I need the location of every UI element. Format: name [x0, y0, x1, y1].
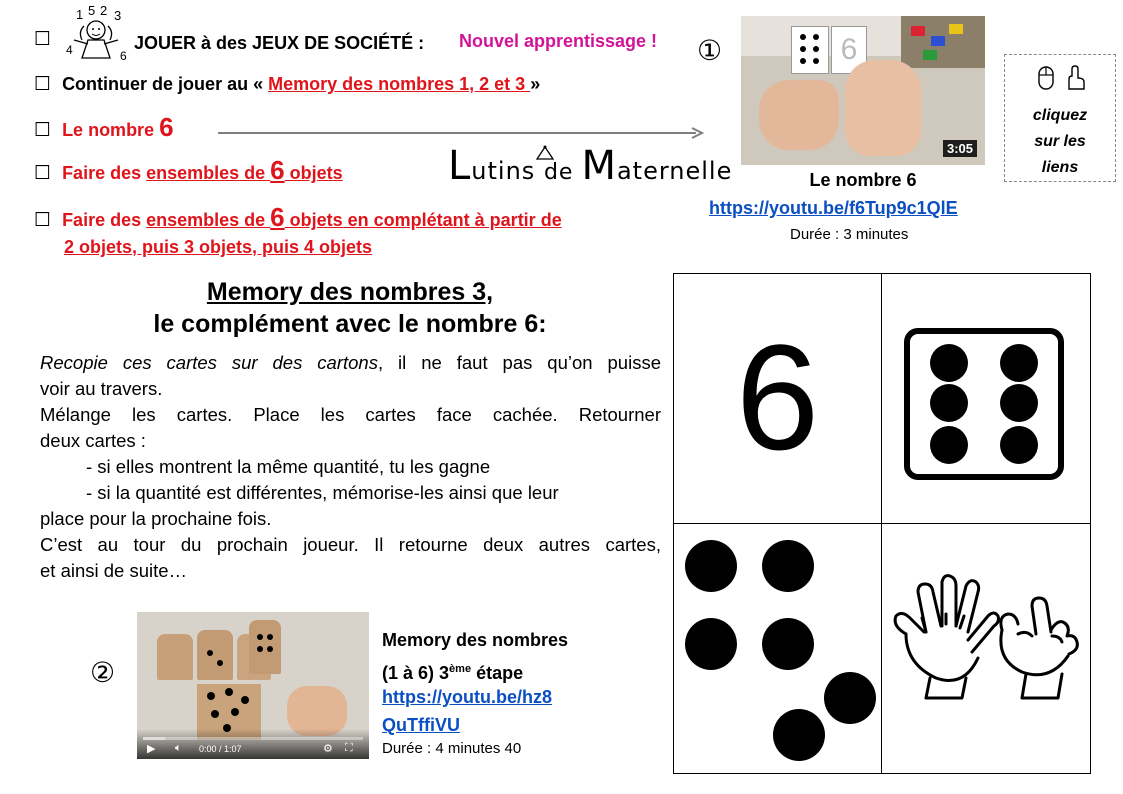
svg-text:2: 2 — [100, 4, 108, 18]
video-2-time: 0:00 / 1:07 — [199, 744, 242, 754]
memory-title-line1: Memory des nombres 3, — [206, 278, 494, 306]
task-5-post: objets en complétant à partir de — [284, 210, 562, 230]
video-2-title-line2: (1 à 6) 3ème étape — [382, 663, 524, 683]
task-1-label: JOUER à des JEUX DE SOCIÉTÉ : — [134, 33, 425, 53]
task-5-underlined: ensembles de — [146, 210, 271, 230]
new-learning-note: Nouvel apprentissage ! — [459, 31, 658, 51]
task-5-number: 6 — [270, 202, 285, 232]
instr-p2-line2: deux cartes : — [40, 430, 146, 451]
checkbox-icon[interactable]: ☐ — [34, 73, 52, 95]
checkbox-icon[interactable]: ☐ — [34, 209, 52, 231]
task-4-underlined: ensembles de — [146, 163, 271, 183]
instr-bullet-2-line2: place pour la prochaine fois. — [40, 508, 272, 529]
video-2-progress[interactable] — [143, 737, 363, 740]
task-row-4 — [34, 155, 343, 186]
memory-title — [40, 276, 660, 340]
volume-icon[interactable]: 🔈︎ — [175, 742, 182, 754]
task-row-1 — [34, 28, 51, 50]
mouse-icon — [1035, 65, 1089, 91]
dot — [685, 618, 737, 670]
video-2-duration: Durée : 4 minutes 40 — [382, 740, 522, 757]
card-digit-six: 6 — [735, 313, 820, 481]
thumb-card-a — [157, 634, 193, 680]
memory-123-link[interactable]: Memory des nombres 1, 2 et 3 — [268, 74, 531, 94]
instr-bullet-1: - si elles montrent la même quantité, tu les gagne — [86, 456, 491, 477]
dot — [685, 540, 737, 592]
video-2-title-line1: Memory des nombres — [382, 630, 569, 650]
svg-text:3: 3 — [114, 8, 122, 23]
instr-p3-line2: et ainsi de suite… — [40, 560, 188, 581]
task-5-line2: 2 objets, puis 3 objets, puis 4 objets — [64, 237, 373, 257]
video-1-thumbnail[interactable] — [741, 16, 985, 165]
fullscreen-icon[interactable]: ⛶ — [345, 742, 353, 754]
arrow-right-icon — [218, 126, 704, 140]
elf-hat-icon — [535, 145, 555, 161]
marker-2: ② — [90, 656, 116, 689]
task-3-number: 6 — [159, 112, 174, 142]
instr-bullet-2: - si la quantité est différentes, mémorise-les ainsi que leur — [86, 482, 559, 503]
instr-p1-line1: Recopie ces cartes sur des cartons, il ne faut pas qu’on puisse — [40, 352, 661, 373]
thumb-card-b — [197, 630, 233, 680]
dot — [762, 618, 814, 670]
girl-numbers-icon — [62, 4, 130, 66]
lutins-maternelle-logo: Lutins de Maternelle — [448, 143, 733, 189]
instr-p3-line1: C’est au tour du prochain joueur. Il retourne deux autres cartes, — [40, 534, 661, 555]
video-2-controls — [137, 729, 369, 759]
task-4-post: objets — [284, 163, 343, 183]
svg-text:5: 5 — [88, 4, 96, 18]
dice-six-icon — [904, 328, 1064, 480]
thumb-number-card: 6 — [831, 26, 867, 74]
video-2-title — [382, 626, 568, 688]
hands-six-fingers-icon — [886, 574, 1086, 704]
settings-icon[interactable]: ⚙ — [323, 743, 333, 755]
marker-1: ① — [697, 34, 723, 67]
click-hint-text: cliquez sur les liens — [1032, 107, 1088, 176]
dot — [762, 540, 814, 592]
task-3-text: Le nombre — [62, 120, 160, 140]
memory-instructions — [40, 350, 661, 584]
video-1-duration: Durée : 3 minutes — [790, 226, 909, 243]
checkbox-icon[interactable]: ☐ — [34, 28, 52, 50]
task-row-5 — [34, 202, 562, 233]
card-dots — [673, 523, 882, 774]
dot — [824, 672, 876, 724]
task-4-number: 6 — [270, 155, 285, 185]
video-2-thumbnail[interactable] — [137, 612, 369, 759]
task-row-3 — [34, 112, 174, 143]
task-2-suffix: » — [530, 74, 541, 94]
svg-text:6: 6 — [120, 49, 127, 63]
instr-p2-line1: Mélange les cartes. Place les cartes face cachée. Retourner — [40, 404, 661, 425]
checkbox-icon[interactable]: ☐ — [34, 119, 52, 141]
task-5-pre: Faire des — [62, 210, 147, 230]
video-1-title: Le nombre 6 — [809, 170, 917, 190]
card-digit — [673, 273, 882, 524]
thumb-dice-card — [791, 26, 829, 74]
thumb-right-hand — [845, 60, 921, 156]
play-icon[interactable]: ▶ — [147, 743, 156, 755]
checkbox-icon[interactable]: ☐ — [34, 162, 52, 184]
thumb-left-hand — [759, 80, 839, 150]
thumb-card-d — [249, 620, 281, 674]
thumb-toys — [901, 16, 985, 68]
task-4-pre: Faire des — [62, 163, 147, 183]
video-1-duration-badge: 3:05 — [943, 140, 977, 157]
dot — [773, 709, 825, 761]
memory-title-line2: le complément avec le nombre 6: — [153, 310, 547, 338]
card-hands — [881, 523, 1091, 774]
video-1-link[interactable]: https://youtu.be/f6Tup9c1QlE — [709, 198, 958, 218]
click-hint-box — [1004, 54, 1116, 182]
task-2-prefix: Continuer de jouer au « — [62, 74, 269, 94]
video-2-link[interactable]: https://youtu.be/hz8 QuTffiVU — [382, 687, 552, 735]
card-dice — [881, 273, 1091, 524]
svg-text:1: 1 — [76, 7, 84, 22]
instr-p1-line2: voir au travers. — [40, 378, 163, 399]
svg-text:4: 4 — [66, 43, 73, 57]
task-row-2 — [34, 73, 540, 95]
